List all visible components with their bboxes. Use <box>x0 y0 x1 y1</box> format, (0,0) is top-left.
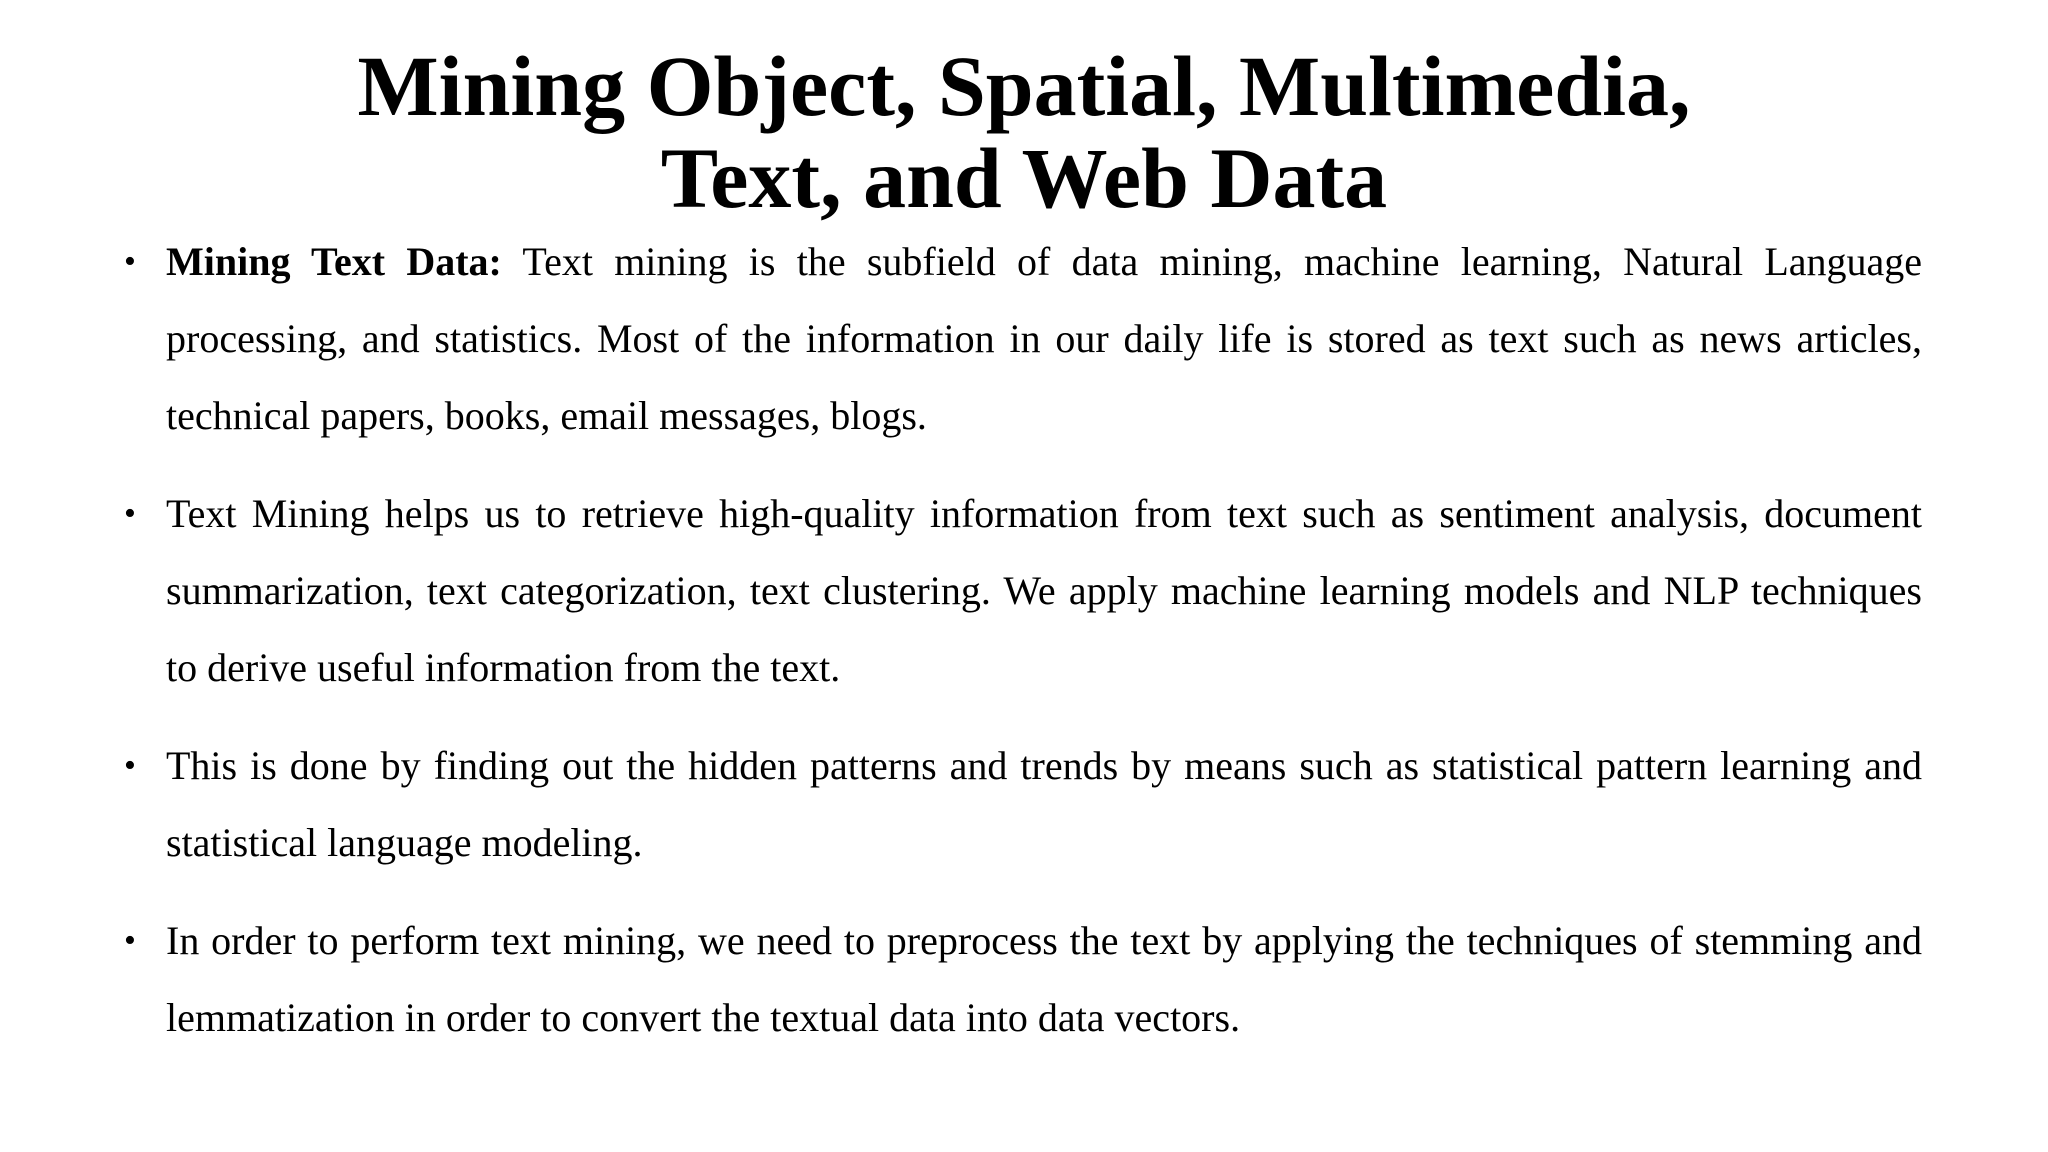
bullet-item-mining-text-data <box>124 223 1923 454</box>
bullet-text: Text mining is the subfield of data mining, machine learning, Natural Language processing, and statistics. Most of the information in our daily life is stored as text such as news articles, technical papers, books, email messages, blogs. <box>166 239 1923 438</box>
bullet-item-hidden-patterns <box>124 727 1922 881</box>
bullet-icon: • <box>124 243 136 280</box>
bullet-list <box>124 223 1923 1077</box>
title-line-1: Mining Object, Spatial, Multimedia, <box>357 38 1691 134</box>
bullet-lead: Mining Text Data: <box>166 239 502 284</box>
bullet-text: In order to perform text mining, we need to preprocess the text by applying the techniques of stemming and lemmatization in order to convert the textual data into data vectors. <box>166 918 1922 1040</box>
bullet-icon: • <box>124 747 136 784</box>
bullet-text: This is done by finding out the hidden patterns and trends by means such as statistical pattern learning and statistical language modeling. <box>166 743 1922 865</box>
slide-title <box>0 40 2048 224</box>
bullet-text: Text Mining helps us to retrieve high-quality information from text such as sentiment analysis, document summarization, text categorization, text clustering. We apply machine learning models and NLP techniques to derive useful information from the text. <box>166 491 1922 690</box>
title-line-2: Text, and Web Data <box>660 130 1388 226</box>
bullet-icon: • <box>124 495 136 532</box>
bullet-item-preprocess <box>124 902 1922 1056</box>
bullet-item-text-mining-helps <box>124 475 1922 706</box>
bullet-icon: • <box>124 922 136 959</box>
